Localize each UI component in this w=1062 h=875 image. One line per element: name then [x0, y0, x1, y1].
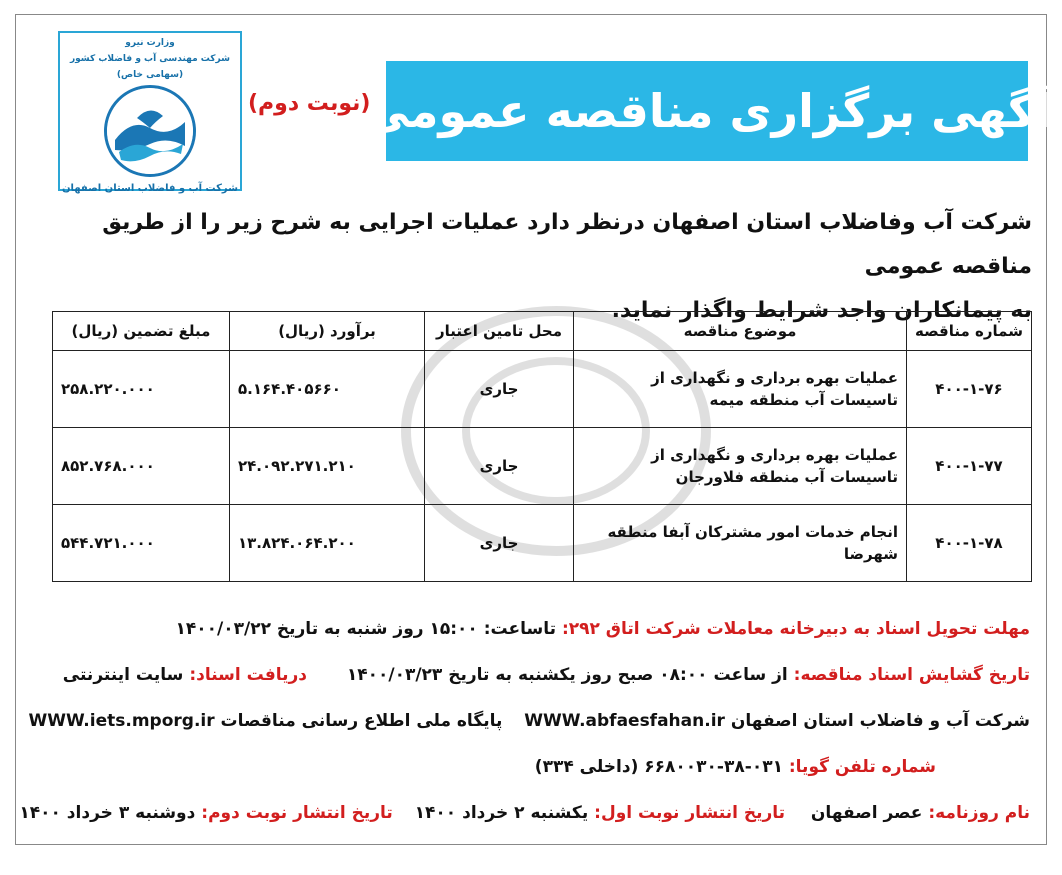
company-logo	[58, 31, 242, 194]
newspaper-label: نام روزنامه:	[928, 803, 1030, 823]
tender-estimate: ۲۴.۰۹۲.۲۷۱.۲۱۰	[230, 428, 425, 505]
company-site-link[interactable]: WWW.abfaesfahan.ir	[524, 711, 725, 731]
table-row	[53, 505, 1032, 582]
tender-guarantee: ۸۵۲.۷۶۸.۰۰۰	[53, 428, 230, 505]
logo-company-local: شرکت آب و فاضلاب استان اصفهان	[62, 183, 238, 194]
national-portal-link[interactable]: WWW.iets.mporg.ir	[28, 711, 215, 731]
intro-line-1: شرکت آب وفاضلاب استان اصفهان درنظر دارد عملیات اجرایی به شرح زیر را از طریق مناقصه عمومی	[102, 210, 1032, 279]
logo-company-national: شرکت مهندسی آب و فاضلاب کشور	[69, 54, 230, 64]
tender-funding: جاری	[425, 505, 574, 582]
header-estimate: (برآورد (ریال	[230, 312, 425, 351]
receive-label: دریافت اسناد:	[189, 665, 308, 685]
tender-no: ۴۰۰-۱-۷۷	[907, 428, 1032, 505]
tender-no: ۴۰۰-۱-۷۸	[907, 505, 1032, 582]
opening-label: تاریخ گشایش اسناد مناقصه:	[793, 665, 1030, 685]
logo-ministry: وزارت نیرو	[125, 38, 175, 48]
logo-company-type: (سهامی خاص)	[116, 70, 184, 80]
tender-funding: جاری	[425, 351, 574, 428]
header-tender-no: شماره مناقصه	[907, 312, 1032, 351]
tender-subject: عملیات بهره برداری و نگهداری از تاسیسات آب منطقه میمه	[574, 351, 907, 428]
notice-title: آگهی برگزاری مناقصه عمومی	[363, 84, 1051, 138]
table-row	[53, 351, 1032, 428]
header-funding: محل تامین اعتبار	[425, 312, 574, 351]
publication-line	[19, 803, 1030, 823]
opening-line	[30, 665, 1030, 685]
deadline-label: مهلت تحویل اسناد به دبیرخانه معاملات شرکت اتاق ۲۹۲:	[561, 619, 1030, 639]
tender-estimate: ۵.۱۶۴.۴۰۵۶۶۰	[230, 351, 425, 428]
round-label: (نوبت دوم)	[248, 91, 371, 116]
tender-subject: انجام خدمات امور مشترکان آبفا منطقه شهرضا	[574, 505, 907, 582]
deadline-text: تاساعت: ۱۵:۰۰ روز شنبه به تاریخ ۱۴۰۰/۰۳/۲۲	[175, 619, 557, 639]
tender-estimate: ۱۳.۸۲۴.۰۶۴.۲۰۰	[230, 505, 425, 582]
tender-notice	[15, 14, 1051, 845]
header-guarantee: مبلغ تضمین (ریال)	[53, 312, 230, 351]
tender-no: ۴۰۰-۱-۷۶	[907, 351, 1032, 428]
first-pub-label: تاریخ انتشار نوبت اول:	[594, 803, 786, 823]
national-portal-label: پایگاه ملی اطلاع رسانی مناقصات	[220, 711, 503, 731]
newspaper-name: عصر اصفهان	[810, 803, 923, 823]
deadline-line	[30, 619, 1030, 639]
websites-line	[30, 711, 1030, 731]
tenders-table	[52, 311, 1032, 582]
title-banner	[363, 61, 1051, 161]
phone-label: شماره تلفن گویا:	[788, 757, 936, 777]
second-pub-date: دوشنبه ۳ خرداد ۱۴۰۰	[19, 803, 196, 823]
header-subject: موضوع مناقصه	[574, 312, 907, 351]
table-row	[53, 428, 1032, 505]
tender-guarantee: ۵۴۴.۷۲۱.۰۰۰	[53, 505, 230, 582]
tender-guarantee: ۲۵۸.۲۲۰.۰۰۰	[53, 351, 230, 428]
tender-subject: عملیات بهره برداری و نگهداری از تاسیسات آب منطقه فلاورجان	[574, 428, 907, 505]
water-drop-icon	[104, 85, 196, 177]
first-pub-date: یکشنبه ۲ خرداد ۱۴۰۰	[414, 803, 589, 823]
table-header-row	[53, 312, 1032, 351]
company-site-label: شرکت آب و فاضلاب استان اصفهان	[730, 711, 1030, 731]
receive-text: سایت اینترنتی	[62, 665, 184, 685]
tender-funding: جاری	[425, 428, 574, 505]
second-pub-label: تاریخ انتشار نوبت دوم:	[201, 803, 393, 823]
opening-text: از ساعت ۰۸:۰۰ صبح روز یکشنبه به تاریخ ۱۴۰۰/۰۳/۲۳	[346, 665, 788, 685]
intro-line-2: به پیمانکاران واجد شرایط واگذار نماید.	[611, 298, 1032, 323]
phone-line	[535, 757, 936, 777]
phone-text: ۰۳۱-۳۸-۶۶۸۰۰۳۰ (داخلی ۳۳۴)	[534, 757, 783, 777]
